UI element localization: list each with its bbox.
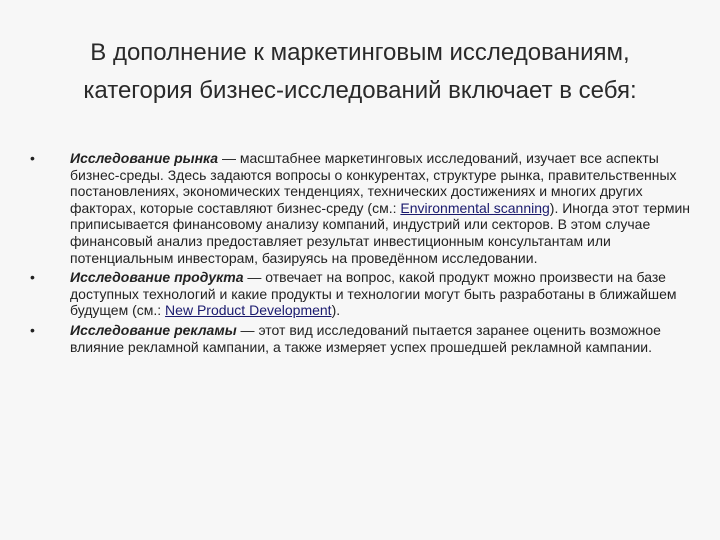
new-product-development-link[interactable]: New Product Development bbox=[165, 302, 332, 319]
item-term: Исследование продукта bbox=[70, 269, 244, 286]
item-text: — этот вид исследований пытается заранее оценить возможное влияние рекламной кампании, а также измеряет успех прошедшей рекламной кампании. bbox=[70, 321, 661, 355]
slide-title bbox=[30, 34, 690, 110]
item-text-after: ). bbox=[331, 302, 341, 319]
list-item-market-research bbox=[24, 150, 690, 266]
item-text: — масштабнее маркетинговых исследований, изучает все аспекты бизнес-среды. Здесь задаются вопросы о конкурентах, структуре рынка, правительственных постановлениях, экономических тенденциях, технических достижениях и многих других факторах, которые составляют бизнес-среду (см.: bbox=[70, 150, 677, 216]
bullet-list bbox=[24, 150, 690, 358]
slide-title-line-2: категория бизнес-исследований включает в себя: bbox=[83, 77, 637, 104]
environmental-scanning-link[interactable]: Environmental scanning bbox=[400, 199, 550, 216]
list-item-advertising-research bbox=[24, 322, 690, 355]
list-item-product-research bbox=[24, 269, 690, 319]
item-term: Исследование рынка bbox=[70, 150, 219, 166]
item-text-after: ). Иногда этот термин приписывается финансовому анализу компаний, индустрий или секторов. В этом случае финансовый анализ предоставляет результат инвестиционным консультантам или потенциальным инвесторам, базируясь на проведённом исследовании. bbox=[70, 199, 691, 266]
item-term: Исследование рекламы bbox=[70, 321, 237, 338]
item-text: — отвечает на вопрос, какой продукт можно произвести на базе доступных технологий и какие продукты и технологии могут быть разработаны в ближайшем будущем (см.: bbox=[70, 269, 677, 319]
bullet-icon: • bbox=[30, 269, 35, 286]
slide-title-line-1: В дополнение к маркетинговым исследованиям, bbox=[90, 39, 630, 66]
bullet-icon: • bbox=[30, 321, 35, 338]
bullet-icon: • bbox=[30, 150, 35, 166]
